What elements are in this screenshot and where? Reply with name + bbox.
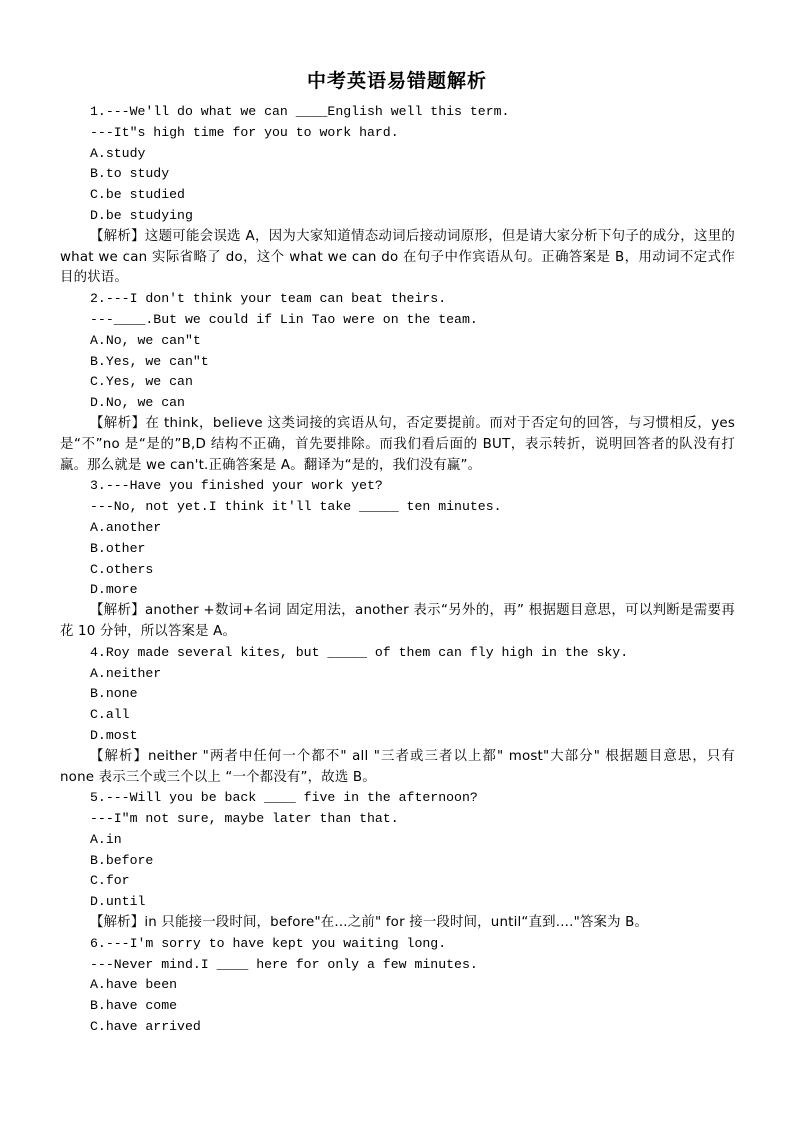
option-b: B.none bbox=[90, 686, 138, 702]
option-d: D.most bbox=[90, 727, 138, 743]
question-stem: 5.---Will you be back ____ five in the afternoon? bbox=[90, 790, 478, 806]
question-6 bbox=[60, 934, 735, 1038]
analysis-paragraph: 【解析】another +数词+名词 固定用法，another 表示“另外的，再” 根据题目意思，可以判断是需要再花 10 分钟，所以答案是 A。 bbox=[60, 603, 735, 639]
option-a: A.another bbox=[90, 519, 162, 535]
option-a: A.No, we can"t bbox=[90, 332, 201, 348]
option-c: C.Yes, we can bbox=[90, 374, 193, 390]
option-b: B.have come bbox=[90, 998, 178, 1014]
option-d: D.more bbox=[90, 582, 138, 598]
option-c: C.for bbox=[90, 873, 130, 889]
question-2 bbox=[60, 289, 735, 476]
analysis-paragraph: 【解析】neither "两者中任何一个都不" all "三者或三者以上都" most"大部分" 根据题目意思，只有 none 表示三个或三个以上 “一个都没有”，故选 B。 bbox=[60, 748, 735, 785]
question-1 bbox=[60, 102, 735, 289]
analysis-paragraph: 【解析】in 只能接一段时间，before"在...之前" for 接一段时间，until“直到...."答案为 B。 bbox=[90, 915, 649, 931]
question-3 bbox=[60, 476, 735, 642]
question-5 bbox=[60, 788, 735, 934]
question-stem: 2.---I don't think your team can beat theirs. bbox=[90, 291, 447, 307]
analysis-paragraph: 【解析】这题可能会误选 A，因为大家知道情态动词后接动词原形，但是请大家分析下句子的成分，这里的 what we can 实际省略了 do，这个 what we can do 在句子中作宾语从句。正确答案是 B，用动词不定式作目的状语。 bbox=[60, 228, 735, 286]
analysis-paragraph: 【解析】在 think，believe 这类词接的宾语从句，否定要提前。而对于否定句的回答，与习惯相反，yes 是“不”no 是“是的”B,D 结构不正确，首先要排除。而我们看后面的 BUT，表示转折，说明回答者的队没有打赢。那么就是 we can't.正确答案是 A。翻译为“是的，我们没有赢”。 bbox=[60, 415, 735, 473]
question-stem: 6.---I'm sorry to have kept you waiting long. bbox=[90, 935, 447, 951]
question-4 bbox=[60, 643, 735, 789]
option-b: B.before bbox=[90, 852, 154, 868]
option-b: B.other bbox=[90, 540, 146, 556]
page-title: 中考英语易错题解析 bbox=[306, 70, 487, 92]
option-a: A.neither bbox=[90, 665, 162, 681]
option-c: C.all bbox=[90, 707, 130, 723]
option-c: C.others bbox=[90, 561, 154, 577]
option-d: D.until bbox=[90, 894, 146, 910]
question-stem: 4.Roy made several kites, but _____ of them can fly high in the sky. bbox=[90, 644, 629, 660]
question-list bbox=[60, 102, 735, 1038]
option-a: A.in bbox=[90, 831, 122, 847]
question-stem: ---It"s high time for you to work hard. bbox=[90, 124, 399, 140]
option-b: B.Yes, we can"t bbox=[90, 353, 209, 369]
option-a: A.have been bbox=[90, 977, 178, 993]
question-stem: 1.---We'll do what we can ____English well this term. bbox=[90, 104, 510, 119]
question-stem: ---Never mind.I ____ here for only a few minutes. bbox=[90, 956, 478, 972]
question-stem: 3.---Have you finished your work yet? bbox=[90, 478, 383, 494]
option-a: A.study bbox=[90, 145, 146, 161]
question-stem: ---____.But we could if Lin Tao were on the team. bbox=[90, 311, 478, 327]
option-d: D.be studying bbox=[90, 207, 193, 223]
option-d: D.No, we can bbox=[90, 395, 185, 411]
option-b: B.to study bbox=[90, 166, 170, 182]
option-c: C.be studied bbox=[90, 187, 185, 203]
question-stem: ---I"m not sure, maybe later than that. bbox=[90, 811, 399, 827]
option-c: C.have arrived bbox=[90, 1019, 201, 1035]
question-stem: ---No, not yet.I think it'll take _____ ten minutes. bbox=[90, 499, 502, 515]
